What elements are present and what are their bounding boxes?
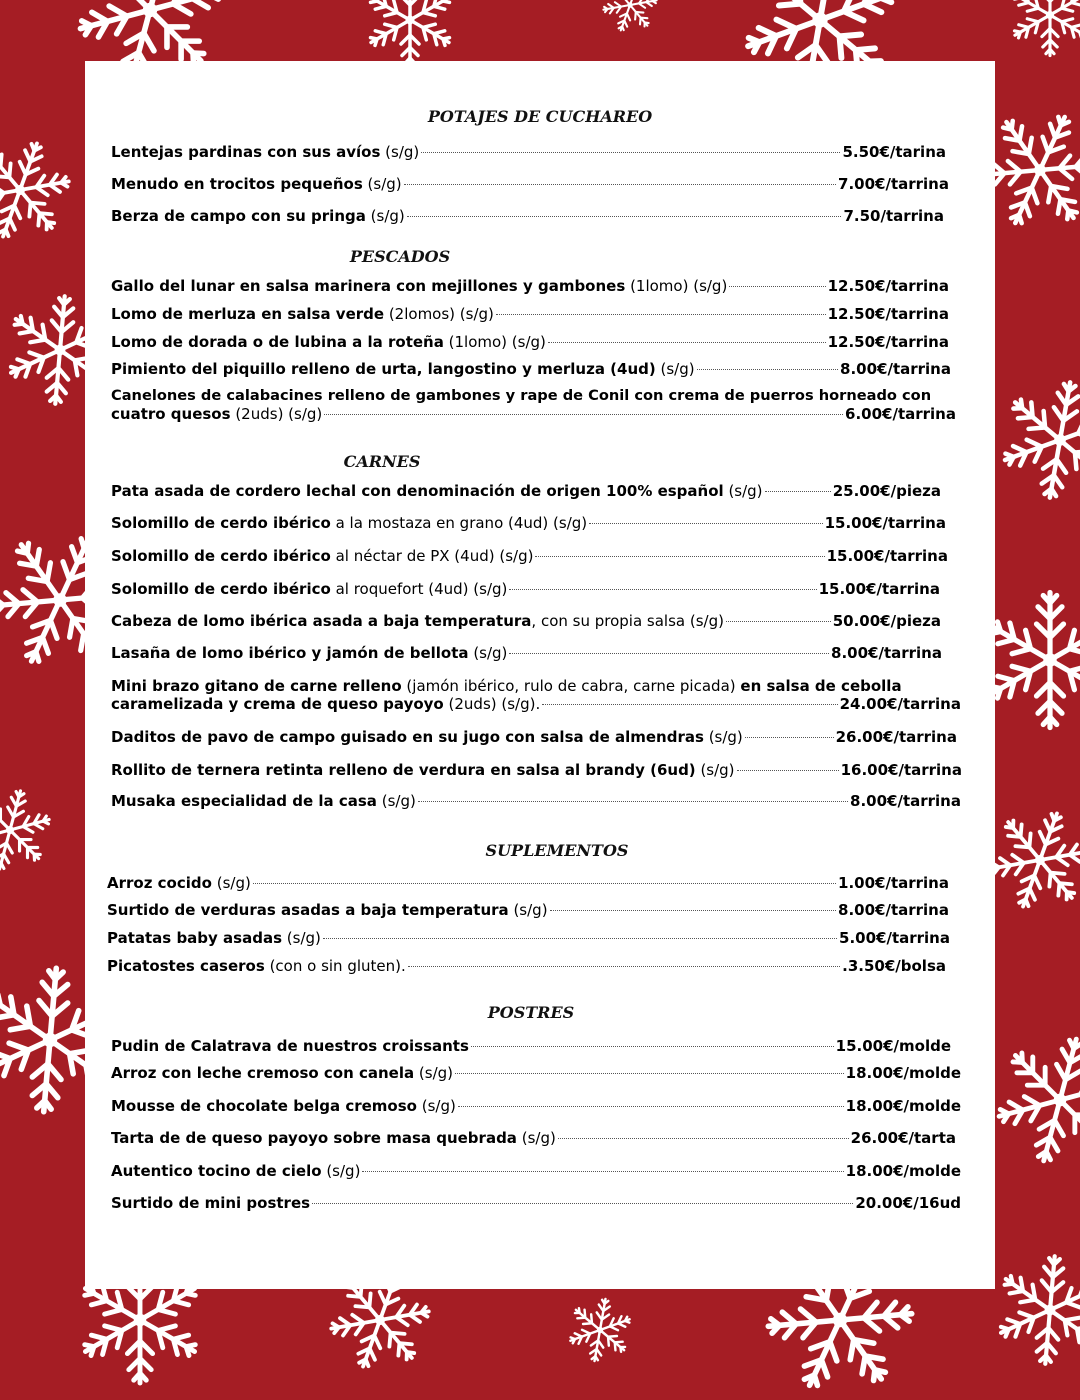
dot-leader [312,1203,853,1204]
item-note: (s/g) [370,207,405,225]
dot-leader [458,1106,844,1107]
item-note: (s/g) [473,644,508,662]
item-price: 25.00€/pieza [832,482,941,500]
dot-leader [550,910,836,911]
item-name: Arroz cocido [107,874,212,892]
item-note: al roquefort (4ud) (s/g) [335,580,508,598]
item-name: Patatas baby asadas [107,929,283,947]
menu-item [111,333,949,351]
item-price: 15.00€/molde [835,1037,951,1055]
item-price: .3.50€/bolsa [842,957,946,975]
dot-leader [589,523,822,524]
item-name: Arroz con leche cremoso con canela [111,1064,415,1082]
item-note: (s/g) [367,175,402,193]
menu-item [111,1162,961,1180]
section-title-postres: POSTRES [487,1003,575,1022]
menu-item [111,387,956,423]
item-note: (2lomos) (s/g) [388,305,494,323]
snowflake-icon [0,785,55,875]
menu-item [111,360,951,378]
item-name: Musaka especialidad de la casa [111,792,377,810]
item-name: Solomillo de cerdo ibérico [111,580,331,598]
dot-leader [418,801,848,802]
item-note: (s/g) [385,143,420,161]
item-note: (s/g) [521,1129,556,1147]
dot-leader [253,883,836,884]
menu-item [111,644,942,662]
item-name: Solomillo de cerdo ibérico [111,547,331,565]
snowflake-icon [990,1030,1080,1170]
item-name: Cabeza de lomo ibérica asada a baja temperatura [111,612,532,630]
menu-item [111,514,946,532]
item-name: Daditos de pavo de campo guisado en su jugo con salsa de almendras [111,728,704,746]
menu-item [111,482,941,500]
item-price: 20.00€/16ud [855,1194,961,1212]
item-note: (s/g) [708,728,743,746]
item-price: 26.00€/tarrina [835,728,957,746]
item-name: Mousse de chocolate belga cremoso [111,1097,417,1115]
dot-leader [324,414,843,415]
menu-item [111,175,949,193]
menu-item [111,1064,961,1082]
item-note: (s/g) [728,482,763,500]
item-note: (s/g) [326,1162,361,1180]
menu-item [111,207,944,225]
menu-item [111,612,941,630]
item-price: 50.00€/pieza [832,612,941,630]
item-note: (2uds) (s/g). [448,695,541,713]
snowflake-icon [565,1295,635,1365]
dot-leader [726,621,831,622]
menu-sheet [85,61,995,1289]
item-name: Pimiento del piquillo relleno de urta, langostino y merluza (4ud) [111,360,656,378]
dot-leader [509,589,816,590]
item-price: 8.00€/tarrina [850,792,961,810]
item-name: Pata asada de cordero lechal con denominación de origen 100% español [111,482,724,500]
dot-leader [745,737,834,738]
dot-leader [407,216,842,217]
dot-leader [765,491,831,492]
item-name: Menudo en trocitos pequeños [111,175,363,193]
dot-leader [542,704,837,705]
item-name: Berza de campo con su pringa [111,207,366,225]
item-note: , con su propia salsa (s/g) [531,612,724,630]
menu-item [111,761,962,779]
item-price: 5.50€/tarina [842,143,946,161]
item-name: Mini brazo gitano de carne relleno [111,677,402,695]
item-note: (s/g) [418,1064,454,1082]
item-name: Lentejas pardinas con sus avíos [111,143,381,161]
item-note: (s/g) [286,929,321,947]
item-note: (jamón ibérico, rulo de cabra, carne picada) [406,677,736,695]
menu-item [111,677,961,713]
menu-item [111,792,961,810]
item-name: Pudin de Calatrava de nuestros croissants [111,1037,469,1055]
item-price: 26.00€/tarta [850,1129,956,1147]
item-price: 6.00€/tarrina [845,405,956,423]
item-price: 12.50€/tarrina [827,305,949,323]
item-name: Gallo del lunar en salsa marinera con mejillones y gambones [111,277,626,295]
menu-item [111,277,949,295]
item-name: Autentico tocino de cielo [111,1162,322,1180]
section-title-suplementos: SUPLEMENTOS [485,841,629,860]
dot-leader [737,770,839,771]
item-price: 7.50/tarrina [843,207,944,225]
item-note: (con o sin gluten). [269,957,406,975]
dot-leader [535,556,824,557]
menu-item [111,1037,951,1055]
dot-leader [496,314,826,315]
menu-item [111,1129,956,1147]
item-name: Surtido de verduras asadas a baja temperatura [107,901,509,919]
section-title-potajes: POTAJES DE CUCHAREO [427,107,653,126]
section-title-carnes: CARNES [343,452,421,471]
item-note: (2uds) (s/g) [235,405,323,423]
item-price: 18.00€/molde [845,1097,961,1115]
item-note: (1lomo) (s/g) [448,333,546,351]
menu-item [111,305,949,323]
item-name: Lomo de merluza en salsa verde [111,305,385,323]
dot-leader [558,1138,849,1139]
item-price: 15.00€/tarrina [824,514,946,532]
menu-item [107,901,949,919]
item-price: 15.00€/tarrina [818,580,940,598]
item-name-line2: caramelizada y crema de queso payoyo [111,695,444,713]
item-note: (s/g) [700,761,735,779]
item-name: Solomillo de cerdo ibérico [111,514,331,532]
item-price: 1.00€/tarrina [838,874,949,892]
item-price: 15.00€/tarrina [826,547,948,565]
menu-item [111,728,957,746]
item-name: Lasaña de lomo ibérico y jamón de bellota [111,644,469,662]
item-name-cont: en salsa de cebolla [740,677,902,695]
item-price: 18.00€/molde [845,1162,961,1180]
item-name: Picatostes caseros [107,957,265,975]
item-name: cuatro quesos [111,405,231,423]
item-price: 8.00€/tarrina [838,901,949,919]
snowflake-icon [985,805,1080,915]
item-note: (s/g) [421,1097,456,1115]
dot-leader [697,369,838,370]
item-note: (s/g) [381,792,416,810]
item-name: Tarta de de queso payoyo sobre masa quebrada [111,1129,517,1147]
snowflake-icon [600,0,660,35]
snowflake-icon [995,375,1080,505]
menu-item [111,580,940,598]
dot-leader [548,342,826,343]
dot-leader [455,1073,844,1074]
menu-item [107,874,949,892]
snowflake-icon [360,0,460,70]
item-note: (1lomo) (s/g) [630,277,728,295]
item-name: Rollito de ternera retinta relleno de verdura en salsa al brandy (6ud) [111,761,696,779]
item-price: 5.00€/tarrina [839,929,950,947]
dot-leader [362,1171,843,1172]
dot-leader [729,286,825,287]
item-price: 24.00€/tarrina [839,695,961,713]
dot-leader [404,184,836,185]
menu-item [111,547,948,565]
menu-item [111,1097,961,1115]
item-price: 18.00€/molde [845,1064,961,1082]
menu-item [111,143,946,161]
dot-leader [408,966,840,967]
item-price: 8.00€/tarrina [831,644,942,662]
menu-item [107,929,950,947]
item-note: al néctar de PX (4ud) (s/g) [335,547,534,565]
menu-item [107,957,946,975]
snowflake-icon [990,1250,1080,1370]
item-price: 12.50€/tarrina [827,277,949,295]
item-note: (s/g) [513,901,548,919]
item-price: 16.00€/tarrina [840,761,962,779]
dot-leader [421,152,840,153]
item-note: a la mostaza en grano (4ud) (s/g) [335,514,588,532]
item-price: 7.00€/tarrina [838,175,949,193]
dot-leader [471,1046,834,1047]
dot-leader [509,653,829,654]
item-name: Surtido de mini postres [111,1194,311,1212]
item-name: Lomo de dorada o de lubina a la roteña [111,333,444,351]
menu-item [111,1194,961,1212]
item-name-line1: Canelones de calabacines relleno de gambones y rape de Conil con crema de puerros horneado con [111,387,932,404]
item-note: (s/g) [660,360,695,378]
item-price: 8.00€/tarrina [840,360,951,378]
snowflake-icon [1005,0,1080,60]
snowflake-icon [0,135,75,245]
item-price: 12.50€/tarrina [827,333,949,351]
item-note: (s/g) [216,874,251,892]
section-title-pescados: PESCADOS [349,247,451,266]
dot-leader [323,938,837,939]
